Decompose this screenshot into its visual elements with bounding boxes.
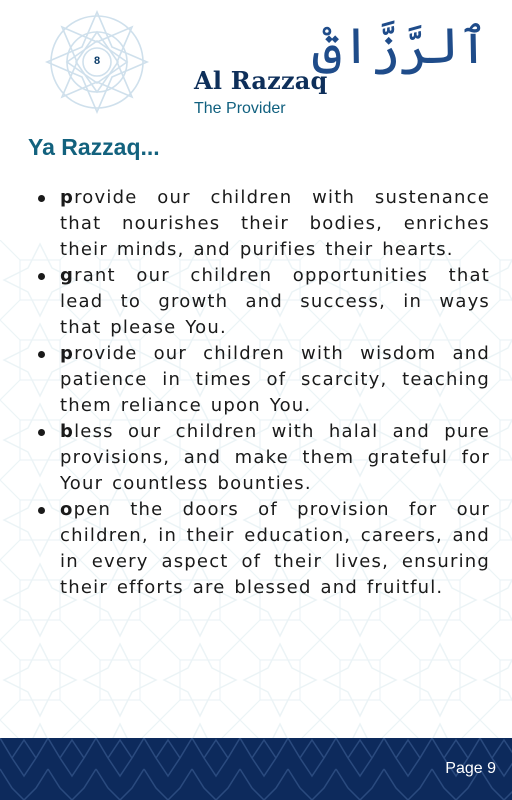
list-item-initial: p <box>60 187 75 208</box>
name-title: Al Razzaq <box>194 66 328 95</box>
list-item-initial: b <box>60 421 75 442</box>
footer-band <box>0 738 512 800</box>
list-item-initial: g <box>60 265 75 286</box>
list-item <box>36 419 490 497</box>
medallion-number: 8 <box>93 55 101 67</box>
prayer-list <box>36 185 490 601</box>
footer-pattern <box>0 738 512 800</box>
list-item-text: less our children with halal and pure provisions, and make them grateful for Your countless bounties. <box>60 421 490 494</box>
list-item-initial: p <box>60 343 75 364</box>
header <box>0 0 512 130</box>
list-item-text: pen the doors of provision for our children, in their education, careers, and in every aspect of their lives, ensuring their efforts are blessed and fruitful. <box>60 499 490 598</box>
list-item-text: rovide our children with sustenance that nourishes their bodies, enriches their minds, and purifies their hearts. <box>60 187 490 260</box>
list-item <box>36 341 490 419</box>
list-item-initial: o <box>60 499 74 520</box>
arabic-calligraphy: ٱلرَّزَّاقْ <box>312 17 488 75</box>
list-item-text: rant our children opportunities that lead to growth and success, in ways that please You. <box>60 265 490 338</box>
list-item <box>36 185 490 263</box>
page-number: Page 9 <box>445 760 496 777</box>
list-item <box>36 497 490 601</box>
list-item-text: rovide our children with wisdom and patience in times of scarcity, teaching them reliance upon You. <box>60 343 490 416</box>
name-subtitle: The Provider <box>194 100 286 117</box>
section-heading: Ya Razzaq... <box>28 134 160 160</box>
list-item <box>36 263 490 341</box>
